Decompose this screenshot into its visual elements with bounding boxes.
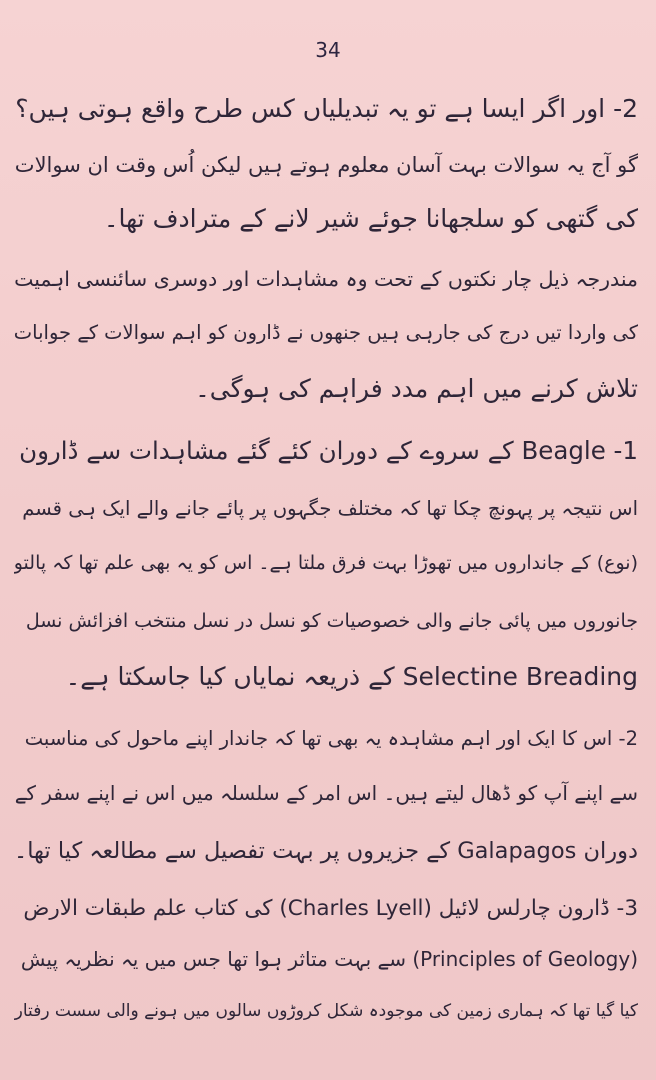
text-line: تلاش کرنے میں اہم مدد فراہم کی ہوگی۔ xyxy=(195,374,638,403)
text-line: (نوع) کے جانداروں میں تھوڑا بہت فرق ملتا ہے۔ اس کو یہ بھی علم تھا کہ پالتو xyxy=(14,552,638,574)
text-line: Selectine Breading کے ذریعہ نمایاں کیا جاسکتا ہے۔ xyxy=(65,662,638,691)
text-line: 2- اس کا ایک اور اہم مشاہدہ یہ بھی تھا کہ جاندار اپنے ماحول کی مناسبت xyxy=(24,727,638,750)
text-line: 3- ڈارون چارلس لائیل (Charles Lyell) کی کتاب علم طبقات الارض xyxy=(23,896,638,921)
text-line: (Principles of Geology) سے بہت متاثر ہوا تھا جس میں یہ نظریہ پیش xyxy=(20,947,638,971)
text-line: گو آج یہ سوالات بہت آسان معلوم ہوتے ہیں لیکن اُس وقت ان سوالات xyxy=(14,153,638,177)
text-line: مندرجہ ذیل چار نکتوں کے تحت وہ مشاہدات اور دوسری سائنسی اہمیت xyxy=(14,267,638,291)
text-line: اس نتیجہ پر پہونچ چکا تھا کہ مختلف جگہوں پر پائے جانے والے ایک ہی قسم xyxy=(22,497,638,520)
text-line: 1- Beagle کے سروے کے دوران کئے گئے مشاہدات سے ڈارون xyxy=(19,436,638,465)
text-line: کی واردا تیں درج کی جارہی ہیں جنھوں نے ڈارون کو اہم سوالات کے جوابات xyxy=(14,321,638,344)
text-line: سے اپنے آپ کو ڈھال لیتے ہیں۔ اس امر کے سلسلہ میں اس نے اپنے سفر کے xyxy=(14,781,638,805)
text-line: کی گتھی کو سلجھانا جوئے شیر لانے کے مترادف تھا۔ xyxy=(103,204,638,233)
text-line: 2- اور اگر ایسا ہے تو یہ تبدیلیاں کس طرح واقع ہوتی ہیں؟ xyxy=(15,94,638,123)
text-line: کیا گیا تھا کہ ہماری زمین کی موجودہ شکل کروڑوں سالوں میں ہونے والی سست رفتار xyxy=(14,1001,638,1021)
page-number: 34 xyxy=(315,38,341,62)
text-line: جانوروں میں پائی جانے والی خصوصیات کو نسل در نسل منتخب افزائش نسل xyxy=(25,610,638,632)
text-line: دوران Galapagos کے جزیروں پر بہت تفصیل سے مطالعہ کیا تھا۔ xyxy=(14,838,638,864)
